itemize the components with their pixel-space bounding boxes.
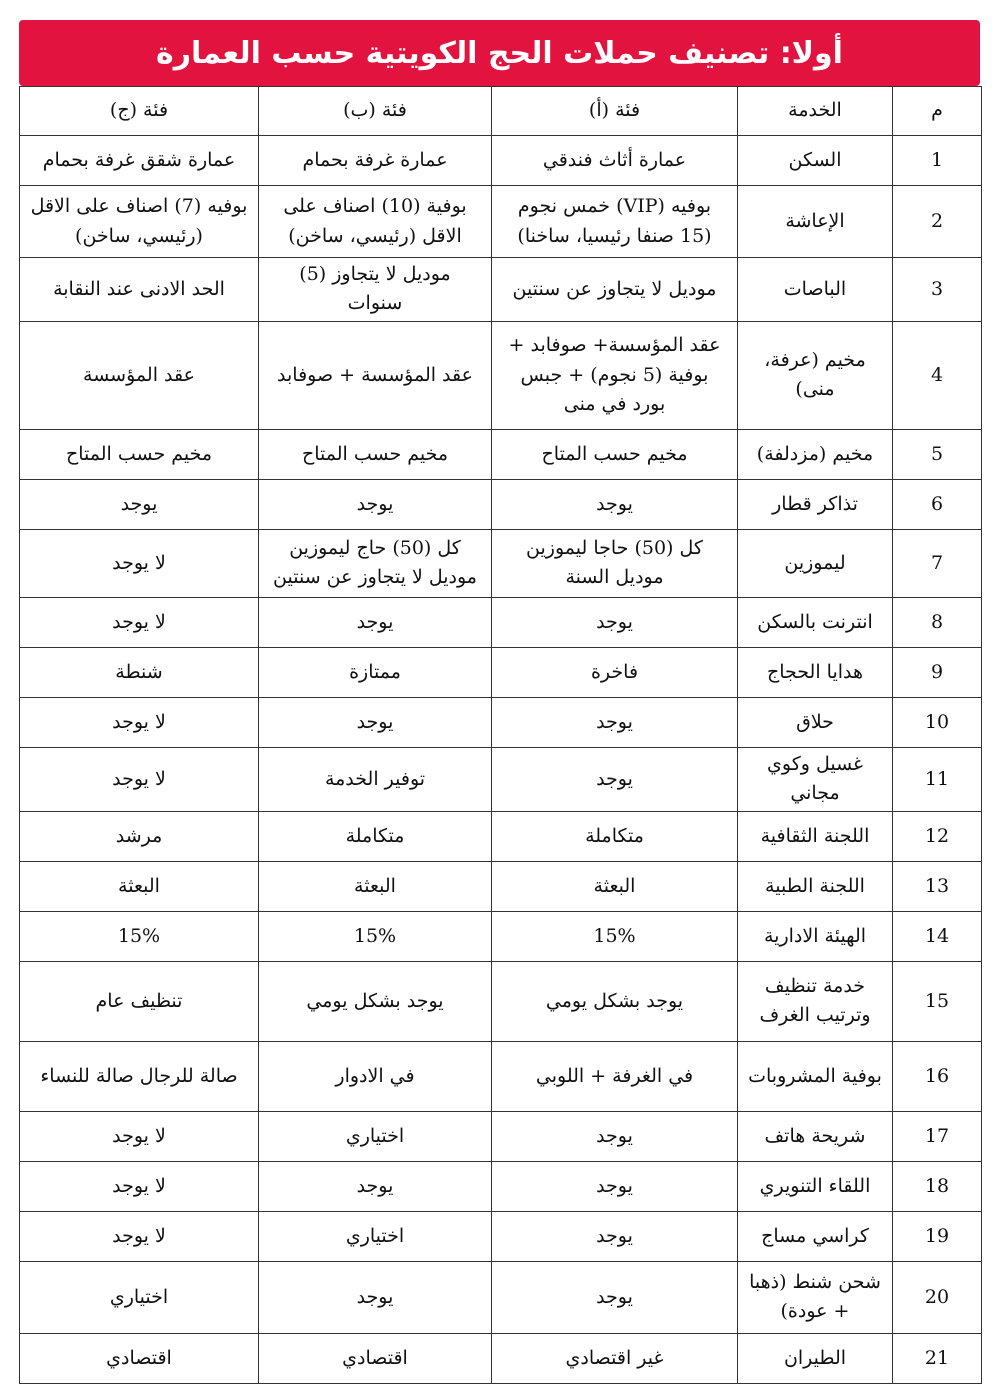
header-cell: فئة (أ) bbox=[492, 87, 738, 136]
table-cell: يوجد bbox=[492, 747, 738, 811]
table-cell: غسيل وكوي مجاني bbox=[738, 747, 893, 811]
row-number: 10 bbox=[893, 697, 982, 747]
header-cell: م bbox=[893, 87, 982, 136]
table-cell: صالة للرجال صالة للنساء bbox=[20, 1041, 259, 1111]
row-number: 8 bbox=[893, 597, 982, 647]
table-cell: لا يوجد bbox=[20, 529, 259, 597]
table-cell: عمارة غرفة بحمام bbox=[259, 136, 492, 186]
table-row bbox=[20, 1211, 982, 1261]
table-cell: اقتصادي bbox=[20, 1333, 259, 1383]
table-cell: بوفيه (7) اصناف على الاقل (رئيسي، ساخن) bbox=[20, 186, 259, 258]
row-number: 21 bbox=[893, 1333, 982, 1383]
table-cell: السكن bbox=[738, 136, 893, 186]
header-cell: الخدمة bbox=[738, 87, 893, 136]
row-number: 4 bbox=[893, 321, 982, 429]
table-row bbox=[20, 1041, 982, 1111]
table-cell: يوجد bbox=[20, 479, 259, 529]
table-cell: الباصات bbox=[738, 258, 893, 322]
row-number: 1 bbox=[893, 136, 982, 186]
table-cell: يوجد bbox=[259, 697, 492, 747]
row-number: 13 bbox=[893, 861, 982, 911]
table-row bbox=[20, 479, 982, 529]
table-row bbox=[20, 529, 982, 597]
classification-table bbox=[19, 86, 982, 1384]
table-row bbox=[20, 186, 982, 258]
table-cell: البعثة bbox=[20, 861, 259, 911]
table-cell: في الغرفة + اللوبي bbox=[492, 1041, 738, 1111]
table-body bbox=[20, 136, 982, 1384]
row-number: 17 bbox=[893, 1111, 982, 1161]
table-cell: تنظيف عام bbox=[20, 961, 259, 1041]
table-cell: تذاكر قطار bbox=[738, 479, 893, 529]
table-row bbox=[20, 811, 982, 861]
table-cell: لا يوجد bbox=[20, 697, 259, 747]
table-cell: خدمة تنظيف وترتيب الغرف bbox=[738, 961, 893, 1041]
row-number: 12 bbox=[893, 811, 982, 861]
table-cell: كل (50) حاجا ليموزين موديل السنة bbox=[492, 529, 738, 597]
table-cell: مخيم حسب المتاح bbox=[492, 429, 738, 479]
table-cell: عمارة شقق غرفة بحمام bbox=[20, 136, 259, 186]
table-cell: كراسي مساج bbox=[738, 1211, 893, 1261]
table-cell: يوجد bbox=[492, 1161, 738, 1211]
table-cell: مرشد bbox=[20, 811, 259, 861]
table-cell: الطيران bbox=[738, 1333, 893, 1383]
table-row bbox=[20, 1261, 982, 1333]
table-cell: 15% bbox=[20, 911, 259, 961]
table-row bbox=[20, 961, 982, 1041]
header-row bbox=[20, 87, 982, 136]
table-cell: شنطة bbox=[20, 647, 259, 697]
table-row bbox=[20, 861, 982, 911]
table-cell: مخيم حسب المتاح bbox=[20, 429, 259, 479]
table-cell: يوجد bbox=[492, 597, 738, 647]
table-cell: عقد المؤسسة bbox=[20, 321, 259, 429]
table-cell: يوجد bbox=[259, 597, 492, 647]
table-cell: ممتازة bbox=[259, 647, 492, 697]
table-cell: لا يوجد bbox=[20, 1161, 259, 1211]
table-cell: ليموزين bbox=[738, 529, 893, 597]
table-cell: انترنت بالسكن bbox=[738, 597, 893, 647]
row-number: 15 bbox=[893, 961, 982, 1041]
table-cell: لا يوجد bbox=[20, 1211, 259, 1261]
table-row bbox=[20, 647, 982, 697]
row-number: 19 bbox=[893, 1211, 982, 1261]
table-cell: كل (50) حاج ليموزين موديل لا يتجاوز عن سنتين bbox=[259, 529, 492, 597]
row-number: 14 bbox=[893, 911, 982, 961]
table-cell: يوجد bbox=[492, 1261, 738, 1333]
header-cell: فئة (ب) bbox=[259, 87, 492, 136]
table-cell: موديل لا يتجاوز (5) سنوات bbox=[259, 258, 492, 322]
table-cell: البعثة bbox=[492, 861, 738, 911]
table-cell: اللجنة الطبية bbox=[738, 861, 893, 911]
table-cell: 15% bbox=[259, 911, 492, 961]
table-cell: شريحة هاتف bbox=[738, 1111, 893, 1161]
table-cell: بوفيه (VIP) خمس نجوم (15 صنفا رئيسيا، ساخنا) bbox=[492, 186, 738, 258]
table-cell: الحد الادنى عند النقابة bbox=[20, 258, 259, 322]
table-cell: مخيم (مزدلفة) bbox=[738, 429, 893, 479]
table-cell: يوجد bbox=[492, 697, 738, 747]
table-cell: هدايا الحجاج bbox=[738, 647, 893, 697]
row-number: 16 bbox=[893, 1041, 982, 1111]
table-row bbox=[20, 321, 982, 429]
table-cell: الإعاشة bbox=[738, 186, 893, 258]
table-cell: 15% bbox=[492, 911, 738, 961]
row-number: 9 bbox=[893, 647, 982, 697]
table-cell: اختياري bbox=[259, 1111, 492, 1161]
row-number: 3 bbox=[893, 258, 982, 322]
table-cell: يوجد bbox=[259, 1161, 492, 1211]
table-row bbox=[20, 697, 982, 747]
table-row bbox=[20, 597, 982, 647]
table-row bbox=[20, 429, 982, 479]
table-row bbox=[20, 1161, 982, 1211]
table-cell: شحن شنط (ذهبا + عودة) bbox=[738, 1261, 893, 1333]
table-cell: غير اقتصادي bbox=[492, 1333, 738, 1383]
table-cell: مخيم (عرفة، منى) bbox=[738, 321, 893, 429]
table-cell: متكاملة bbox=[259, 811, 492, 861]
table-cell: عمارة أثاث فندقي bbox=[492, 136, 738, 186]
row-number: 18 bbox=[893, 1161, 982, 1211]
table-cell: يوجد بشكل يومي bbox=[492, 961, 738, 1041]
row-number: 2 bbox=[893, 186, 982, 258]
table-cell: يوجد bbox=[492, 1211, 738, 1261]
table-row bbox=[20, 136, 982, 186]
table-cell: يوجد bbox=[492, 479, 738, 529]
table-cell: لا يوجد bbox=[20, 747, 259, 811]
table-cell: يوجد bbox=[492, 1111, 738, 1161]
table-cell: عقد المؤسسة+ صوفابد + بوفية (5 نجوم) + جبس بورد في منى bbox=[492, 321, 738, 429]
table-cell: توفير الخدمة bbox=[259, 747, 492, 811]
table-cell: اختياري bbox=[20, 1261, 259, 1333]
row-number: 20 bbox=[893, 1261, 982, 1333]
row-number: 7 bbox=[893, 529, 982, 597]
table-cell: لا يوجد bbox=[20, 597, 259, 647]
page-title: أولا: تصنيف حملات الحج الكويتية حسب العمارة bbox=[156, 35, 843, 71]
table-cell: عقد المؤسسة + صوفابد bbox=[259, 321, 492, 429]
table-cell: الهيئة الادارية bbox=[738, 911, 893, 961]
row-number: 5 bbox=[893, 429, 982, 479]
table-row bbox=[20, 911, 982, 961]
table-cell: بوفية المشروبات bbox=[738, 1041, 893, 1111]
table-cell: حلاق bbox=[738, 697, 893, 747]
table-row bbox=[20, 1333, 982, 1383]
table-cell: لا يوجد bbox=[20, 1111, 259, 1161]
table-cell: يوجد bbox=[259, 479, 492, 529]
table-cell: متكاملة bbox=[492, 811, 738, 861]
table-cell: يوجد bbox=[259, 1261, 492, 1333]
table-cell: اختياري bbox=[259, 1211, 492, 1261]
table-cell: بوفية (10) اصناف على الاقل (رئيسي، ساخن) bbox=[259, 186, 492, 258]
table-row bbox=[20, 1111, 982, 1161]
table-cell: البعثة bbox=[259, 861, 492, 911]
table-cell: اللجنة الثقافية bbox=[738, 811, 893, 861]
row-number: 6 bbox=[893, 479, 982, 529]
table-cell: فاخرة bbox=[492, 647, 738, 697]
title-banner bbox=[19, 20, 980, 86]
table-row bbox=[20, 747, 982, 811]
table-cell: اقتصادي bbox=[259, 1333, 492, 1383]
table-cell: يوجد بشكل يومي bbox=[259, 961, 492, 1041]
header-cell: فئة (ج) bbox=[20, 87, 259, 136]
table-cell: في الادوار bbox=[259, 1041, 492, 1111]
table-row bbox=[20, 258, 982, 322]
table-cell: موديل لا يتجاوز عن سنتين bbox=[492, 258, 738, 322]
row-number: 11 bbox=[893, 747, 982, 811]
table-cell: مخيم حسب المتاح bbox=[259, 429, 492, 479]
table-cell: اللقاء التنويري bbox=[738, 1161, 893, 1211]
